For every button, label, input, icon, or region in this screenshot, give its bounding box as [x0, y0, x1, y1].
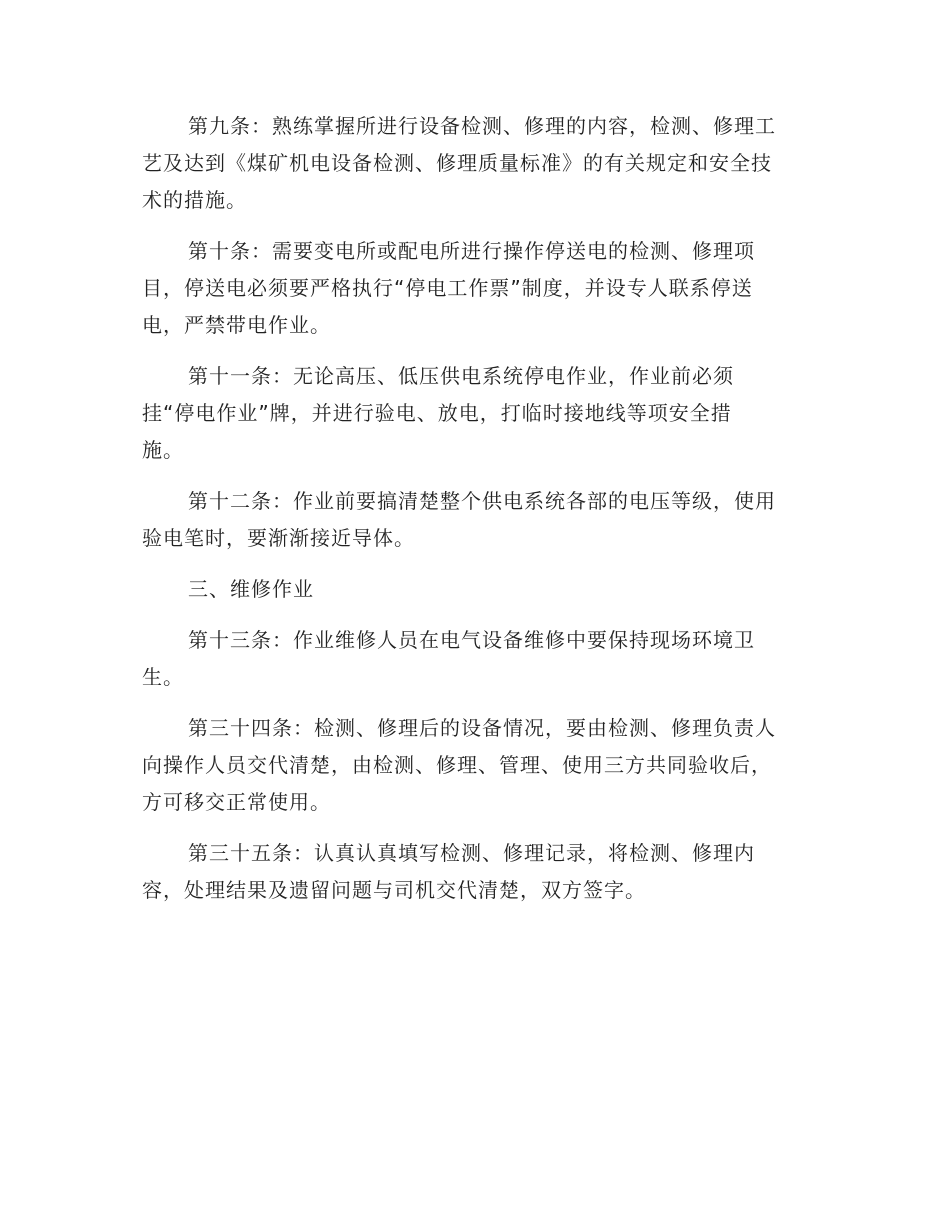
- paragraph-article-35: [142, 835, 798, 909]
- paragraph-line: 术的措施。: [142, 188, 247, 212]
- paragraph-line: 向操作人员交代清楚，由检测、修理、管理、使用三方共同验收后，: [142, 753, 772, 777]
- paragraph-line: 容，处理结果及遗留问题与司机交代清楚，双方签字。: [142, 878, 646, 902]
- paragraph-line: 电，严禁带电作业。: [142, 313, 331, 337]
- paragraph-line: 生。: [142, 665, 184, 689]
- paragraph-article-13: [142, 622, 798, 696]
- paragraph-line: 方可移交正常使用。: [142, 790, 331, 814]
- paragraph-line: 目，停送电必须要严格执行“停电工作票”制度，并设专人联系停送: [142, 276, 753, 300]
- paragraph-article-10: [142, 233, 798, 344]
- paragraph-line: 施。: [142, 438, 184, 462]
- paragraph-line: 第三十五条：认真认真填写检测、修理记录，将检测、修理内: [188, 841, 755, 865]
- paragraph-line: 艺及达到《煤矿机电设备检测、修理质量标准》的有关规定和安全技: [142, 151, 772, 175]
- paragraph-article-11: [142, 358, 798, 469]
- paragraph-line: 第十二条：作业前要搞清楚整个供电系统各部的电压等级，使用: [188, 489, 776, 513]
- paragraph-line: 第十三条：作业维修人员在电气设备维修中要保持现场环境卫: [188, 628, 755, 652]
- section-heading-maintenance: [142, 571, 798, 608]
- paragraph-article-9: [142, 108, 798, 219]
- document-page: [142, 108, 798, 923]
- paragraph-line: 验电笔时，要渐渐接近导体。: [142, 526, 415, 550]
- paragraph-line: 第十一条：无论高压、低压供电系统停电作业，作业前必须: [188, 364, 734, 388]
- paragraph-line: 挂“停电作业”牌，并进行验电、放电，打临时接地线等项安全措: [142, 401, 732, 425]
- paragraph-article-12: [142, 483, 798, 557]
- paragraph-line: 第九条：熟练掌握所进行设备检测、修理的内容，检测、修理工: [188, 114, 776, 138]
- paragraph-article-34: [142, 710, 798, 821]
- paragraph-line: 第十条：需要变电所或配电所进行操作停送电的检测、修理项: [188, 239, 755, 263]
- paragraph-line: 第三十四条：检测、修理后的设备情况，要由检测、修理负责人: [188, 716, 776, 740]
- section-heading-text: 三、维修作业: [188, 577, 314, 601]
